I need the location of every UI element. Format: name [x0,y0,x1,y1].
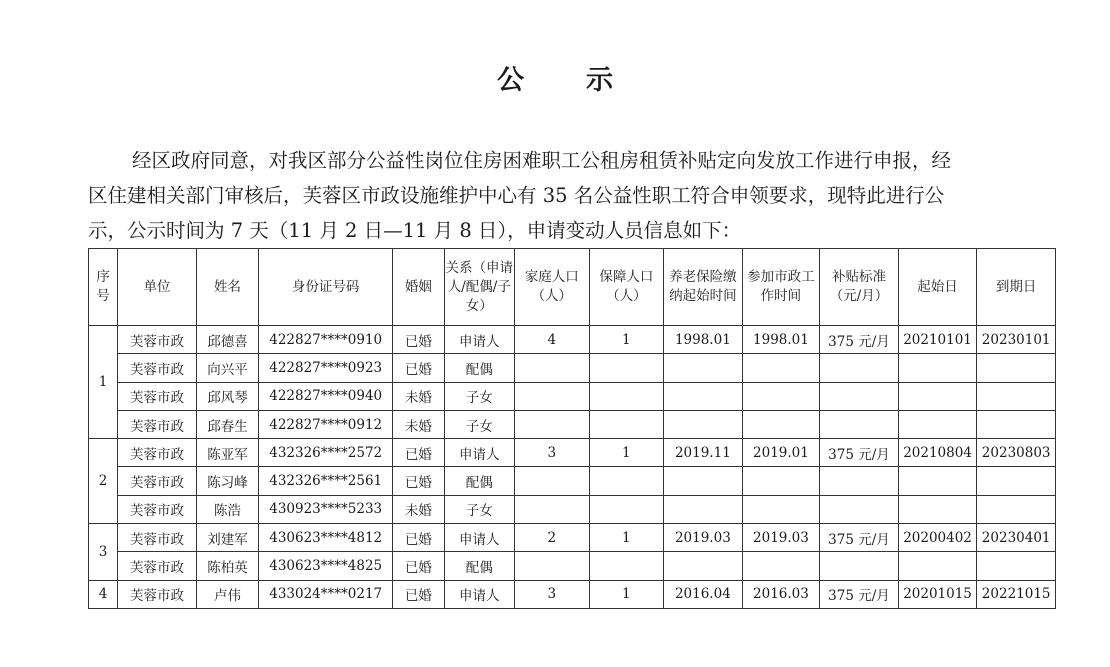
header-name: 姓名 [196,249,258,326]
body-line-3: 示，公示时间为 7 天（11 月 2 日—11 月 8 日），申请变动人员信息如下： [88,219,742,242]
cell-pension: 2019.03 [664,524,743,552]
cell-end: 20230101 [977,326,1056,354]
cell-marriage: 已婚 [393,326,444,354]
header-relation: 关系（申请人/配偶/子女） [444,249,515,326]
cell-marriage: 已婚 [393,580,444,608]
cell-relation: 申请人 [444,326,515,354]
cell-seq: 4 [89,580,118,608]
cell-empty [664,382,743,410]
cell-name: 邱德喜 [196,326,258,354]
cell-empty [742,382,820,410]
cell-subsidy: 375 元/月 [820,580,899,608]
cell-pension: 2016.04 [664,580,743,608]
cell-subsidy: 375 元/月 [820,326,899,354]
cell-work: 2016.03 [742,580,820,608]
cell-empty [515,467,590,495]
cell-name: 陈习峰 [196,467,258,495]
cell-empty [820,495,899,523]
header-covered: 保障人口（人） [589,249,664,326]
cell-empty [664,467,743,495]
cell-empty [820,382,899,410]
cell-marriage: 已婚 [393,439,444,467]
table-row [89,382,1056,410]
header-family: 家庭人口（人） [515,249,590,326]
header-seq: 序号 [89,249,118,326]
cell-empty [820,354,899,382]
cell-empty [664,410,743,438]
cell-relation: 子女 [444,410,515,438]
table-row [89,524,1056,552]
cell-id: 432326****2572 [259,439,393,467]
cell-family: 2 [515,524,590,552]
cell-empty [742,495,820,523]
cell-empty [742,354,820,382]
cell-unit: 芙蓉市政 [118,439,197,467]
cell-start: 20210101 [898,326,977,354]
cell-empty [898,552,977,580]
cell-empty [515,495,590,523]
cell-empty [820,552,899,580]
cell-empty [898,467,977,495]
cell-id: 422827****0940 [259,382,393,410]
cell-empty [742,467,820,495]
cell-seq: 1 [89,326,118,439]
cell-empty [977,410,1056,438]
table-row [89,354,1056,382]
header-work: 参加市政工作时间 [742,249,820,326]
header-marriage: 婚姻 [393,249,444,326]
cell-unit: 芙蓉市政 [118,552,197,580]
cell-end: 20230803 [977,439,1056,467]
header-unit: 单位 [118,249,197,326]
cell-empty [589,354,664,382]
cell-empty [664,495,743,523]
cell-work: 2019.01 [742,439,820,467]
cell-empty [515,410,590,438]
cell-seq: 2 [89,439,118,524]
cell-id: 430623****4825 [259,552,393,580]
cell-empty [589,467,664,495]
notice-body [88,143,1036,248]
cell-unit: 芙蓉市政 [118,410,197,438]
cell-name: 卢伟 [196,580,258,608]
cell-marriage: 已婚 [393,524,444,552]
cell-empty [977,382,1056,410]
cell-pension: 2019.11 [664,439,743,467]
cell-family: 3 [515,439,590,467]
cell-start: 20200402 [898,524,977,552]
cell-empty [515,382,590,410]
cell-unit: 芙蓉市政 [118,354,197,382]
cell-unit: 芙蓉市政 [118,382,197,410]
cell-covered: 1 [589,524,664,552]
cell-family: 3 [515,580,590,608]
cell-id: 432326****2561 [259,467,393,495]
cell-marriage: 已婚 [393,552,444,580]
table-row [89,326,1056,354]
cell-covered: 1 [589,580,664,608]
cell-marriage: 未婚 [393,382,444,410]
table-header-row [89,249,1056,326]
cell-seq: 3 [89,524,118,581]
cell-marriage: 未婚 [393,495,444,523]
cell-id: 433024****0217 [259,580,393,608]
cell-relation: 申请人 [444,439,515,467]
table-row [89,495,1056,523]
cell-empty [589,410,664,438]
header-subsidy: 补贴标准（元/月） [820,249,899,326]
cell-id: 430923****5233 [259,495,393,523]
cell-empty [898,354,977,382]
cell-empty [589,552,664,580]
table-row [89,439,1056,467]
cell-subsidy: 375 元/月 [820,439,899,467]
cell-relation: 子女 [444,495,515,523]
header-pension: 养老保险缴纳起始时间 [664,249,743,326]
cell-pension: 1998.01 [664,326,743,354]
cell-empty [664,552,743,580]
cell-empty [977,495,1056,523]
cell-empty [589,382,664,410]
cell-empty [820,467,899,495]
cell-relation: 配偶 [444,552,515,580]
title-char-right: 示 [586,65,613,96]
cell-relation: 申请人 [444,524,515,552]
cell-empty [977,552,1056,580]
cell-marriage: 已婚 [393,467,444,495]
table-row [89,580,1056,608]
title-char-left: 公 [497,65,524,96]
cell-empty [742,552,820,580]
cell-name: 刘建军 [196,524,258,552]
cell-subsidy: 375 元/月 [820,524,899,552]
cell-start: 20201015 [898,580,977,608]
cell-unit: 芙蓉市政 [118,524,197,552]
table-row [89,410,1056,438]
cell-empty [820,410,899,438]
cell-relation: 配偶 [444,354,515,382]
notice-title [0,58,1110,97]
cell-empty [515,552,590,580]
cell-name: 陈亚军 [196,439,258,467]
cell-start: 20210804 [898,439,977,467]
cell-family: 4 [515,326,590,354]
cell-marriage: 未婚 [393,410,444,438]
cell-name: 陈浩 [196,495,258,523]
cell-empty [898,410,977,438]
cell-name: 邱风琴 [196,382,258,410]
cell-unit: 芙蓉市政 [118,326,197,354]
cell-name: 邱春生 [196,410,258,438]
cell-name: 向兴平 [196,354,258,382]
body-line-1: 经区政府同意，对我区部分公益性岗位住房困难职工公租房租赁补贴定向发放工作进行申报，经 [132,149,952,172]
header-id: 身份证号码 [259,249,393,326]
cell-id: 430623****4812 [259,524,393,552]
cell-covered: 1 [589,326,664,354]
header-end: 到期日 [977,249,1056,326]
cell-empty [664,354,743,382]
cell-empty [898,382,977,410]
cell-unit: 芙蓉市政 [118,495,197,523]
header-start: 起始日 [898,249,977,326]
cell-marriage: 已婚 [393,354,444,382]
cell-id: 422827****0923 [259,354,393,382]
cell-id: 422827****0912 [259,410,393,438]
table-row [89,552,1056,580]
cell-empty [977,467,1056,495]
table-row [89,467,1056,495]
cell-work: 1998.01 [742,326,820,354]
cell-covered: 1 [589,439,664,467]
applicant-table [88,248,1056,609]
cell-relation: 子女 [444,382,515,410]
cell-empty [589,495,664,523]
cell-empty [977,354,1056,382]
cell-end: 20221015 [977,580,1056,608]
cell-unit: 芙蓉市政 [118,580,197,608]
cell-id: 422827****0910 [259,326,393,354]
cell-relation: 申请人 [444,580,515,608]
cell-name: 陈柏英 [196,552,258,580]
cell-empty [515,354,590,382]
cell-unit: 芙蓉市政 [118,467,197,495]
cell-relation: 配偶 [444,467,515,495]
cell-end: 20230401 [977,524,1056,552]
cell-work: 2019.03 [742,524,820,552]
cell-empty [898,495,977,523]
cell-empty [742,410,820,438]
body-line-2: 区住建相关部门审核后，芙蓉区市政设施维护中心有 35 名公益性职工符合申领要求，现特此进行公 [88,184,945,207]
